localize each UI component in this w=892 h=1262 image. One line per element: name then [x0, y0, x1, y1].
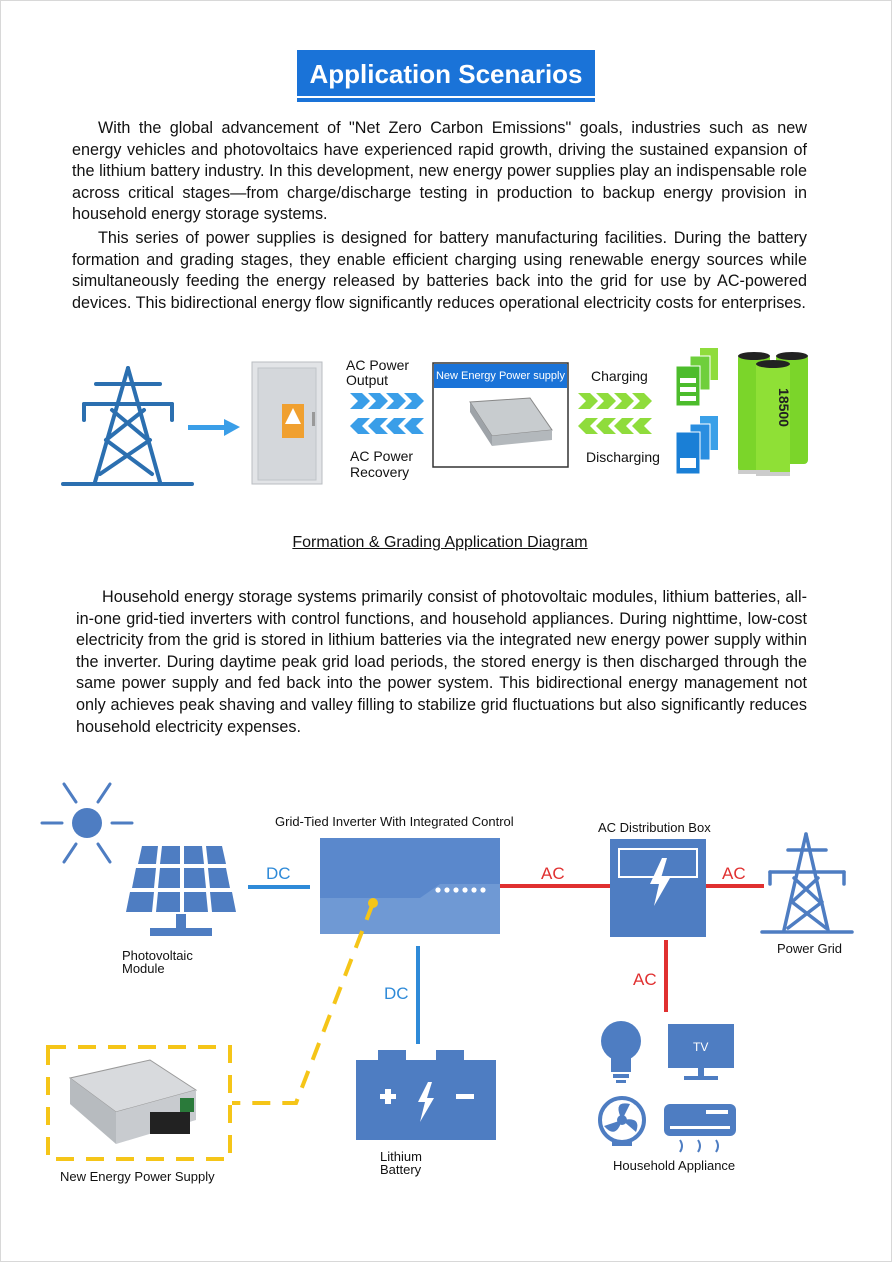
distribution-box-label: AC Distribution Box: [598, 820, 711, 835]
inverter-icon: [320, 838, 500, 934]
sun-icon: [42, 784, 132, 862]
solar-panel-icon: [126, 846, 236, 936]
battery-label-2: Battery: [380, 1162, 422, 1177]
ac-label-grid: AC: [722, 864, 746, 883]
dc-label-battery: DC: [384, 984, 409, 1003]
ac-recovery-label-1: AC Power: [350, 448, 414, 464]
battery-model-label: 18500: [775, 388, 792, 427]
psu-device-label: New Energy Power Supply: [60, 1169, 215, 1184]
inverter-label: Grid-Tied Inverter With Integrated Control: [275, 814, 514, 829]
discharging-label: Discharging: [586, 449, 660, 465]
grid-tower-icon: [762, 834, 852, 932]
lithium-battery-icon: [356, 1050, 496, 1140]
ac-recovery-label-2: Recovery: [350, 464, 410, 480]
charging-label: Charging: [591, 368, 648, 384]
new-energy-psu-icon: [70, 1060, 196, 1144]
ac-label-inverter: AC: [541, 864, 565, 883]
distribution-box-icon: [610, 839, 706, 937]
appliance-label: Household Appliance: [613, 1158, 736, 1173]
page-title: Application Scenarios: [297, 50, 595, 102]
power-grid-label: Power Grid: [777, 941, 843, 956]
air-conditioner-icon: [664, 1104, 736, 1152]
ac-label-appliance: AC: [633, 970, 657, 989]
dc-label-pv: DC: [266, 864, 291, 883]
series-paragraph: This series of power supplies is designed for battery manufacturing facilities. During the battery formation and grading stages, they enable efficient charging using renewable energy sources while simultaneously feeding the energy released by batteries back into the grid for use by AC-powered devices. This bidirectional energy flow significantly reduces operational electricity costs for enterprises.: [72, 229, 807, 312]
tv-label: TV: [693, 1040, 709, 1054]
psu-label: New Energy Power supply: [435, 370, 565, 382]
light-bulb-icon: [601, 1021, 641, 1083]
ac-output-label-1: AC Power: [346, 357, 410, 373]
fan-icon: [600, 1098, 644, 1146]
pv-module-label-2: Module: [122, 961, 165, 976]
pv-module-label-1: Photovoltaic: [122, 948, 193, 963]
intro-paragraph: With the global advancement of "Net Zero Carbon Emissions" goals, industries such as new energy vehicles and photovoltaics have experienced rapid growth, driving the sustained expansion of the lithium battery industry. In this development, new energy power supplies play an indispensable role across critical stages—from charge/discharge testing in production to backup energy provision in household energy storage systems.: [72, 119, 807, 224]
formation-diagram-caption: Formation & Grading Application Diagram: [292, 534, 588, 551]
household-paragraph: Household energy storage systems primarily consist of photovoltaic modules, lithium batteries, all-in-one grid-tied inverters with control functions, and household appliances. During nighttime, low-cost electricity from the grid is stored in lithium batteries via the integrated new energy power supply within the inverter. During daytime peak grid load periods, the stored energy is then discharged through the same power supply and fed back into the power system. This bidirectional energy management not only achieves peak shaving and valley filling to stabilize grid fluctuations but also significantly reduces household electricity expenses.: [76, 588, 807, 736]
ac-output-label-2: Output: [346, 372, 389, 388]
battery-label-1: Lithium: [380, 1149, 422, 1164]
